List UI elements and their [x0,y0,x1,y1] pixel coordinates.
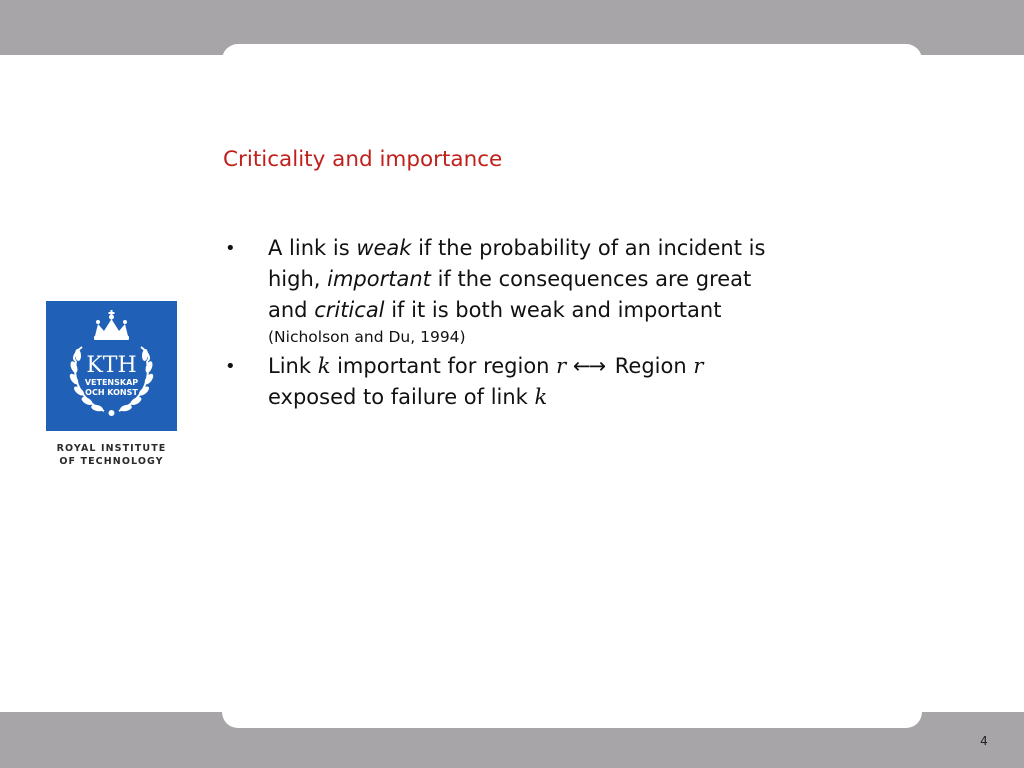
text-run: if the probability of an incident is [411,236,766,260]
text-run: if it is both weak and important [384,298,722,322]
slide-title: Criticality and importance [223,147,503,172]
bullet-icon: • [225,238,236,259]
bullet-line [268,264,902,295]
logo-caption-line1: ROYAL INSTITUTE [56,443,167,454]
text-run: A link is [268,236,357,260]
math-r: r [556,354,567,378]
text-run: important for region [330,354,557,378]
citation: (Nicholson and Du, 1994) [268,328,466,346]
term-critical: critical [314,298,385,322]
text-run: exposed to failure of link [268,385,535,409]
kth-emblem-icon [46,301,177,431]
text-run: high, [268,267,328,291]
bullet-icon: • [225,356,236,377]
bullet-line [268,351,902,382]
svg-text:KTH: KTH [86,353,137,378]
math-k: k [534,385,548,409]
logo-caption-line2: OF TECHNOLOGY [59,456,164,467]
text-run: Region [608,354,694,378]
bullet-line [268,382,902,413]
bullet-line [268,295,902,326]
math-k: k [317,354,331,378]
bullet-item-criticality [222,233,902,348]
bullet-item-importance [222,351,902,413]
double-arrow-icon: ←→ [572,354,605,378]
svg-text:VETENSKAP: VETENSKAP [84,378,139,387]
term-important: important [327,267,431,291]
text-run: if the consequences are great [430,267,752,291]
term-weak: weak [356,236,412,260]
page-number: 4 [980,734,988,748]
text-run: Link [268,354,318,378]
text-run: and [268,298,315,322]
kth-logo [46,301,177,431]
bullet-line [268,233,902,264]
logo-caption [40,442,183,468]
math-r: r [693,354,704,378]
svg-text:OCH KONST: OCH KONST [85,388,138,397]
bullet-list [222,233,902,416]
